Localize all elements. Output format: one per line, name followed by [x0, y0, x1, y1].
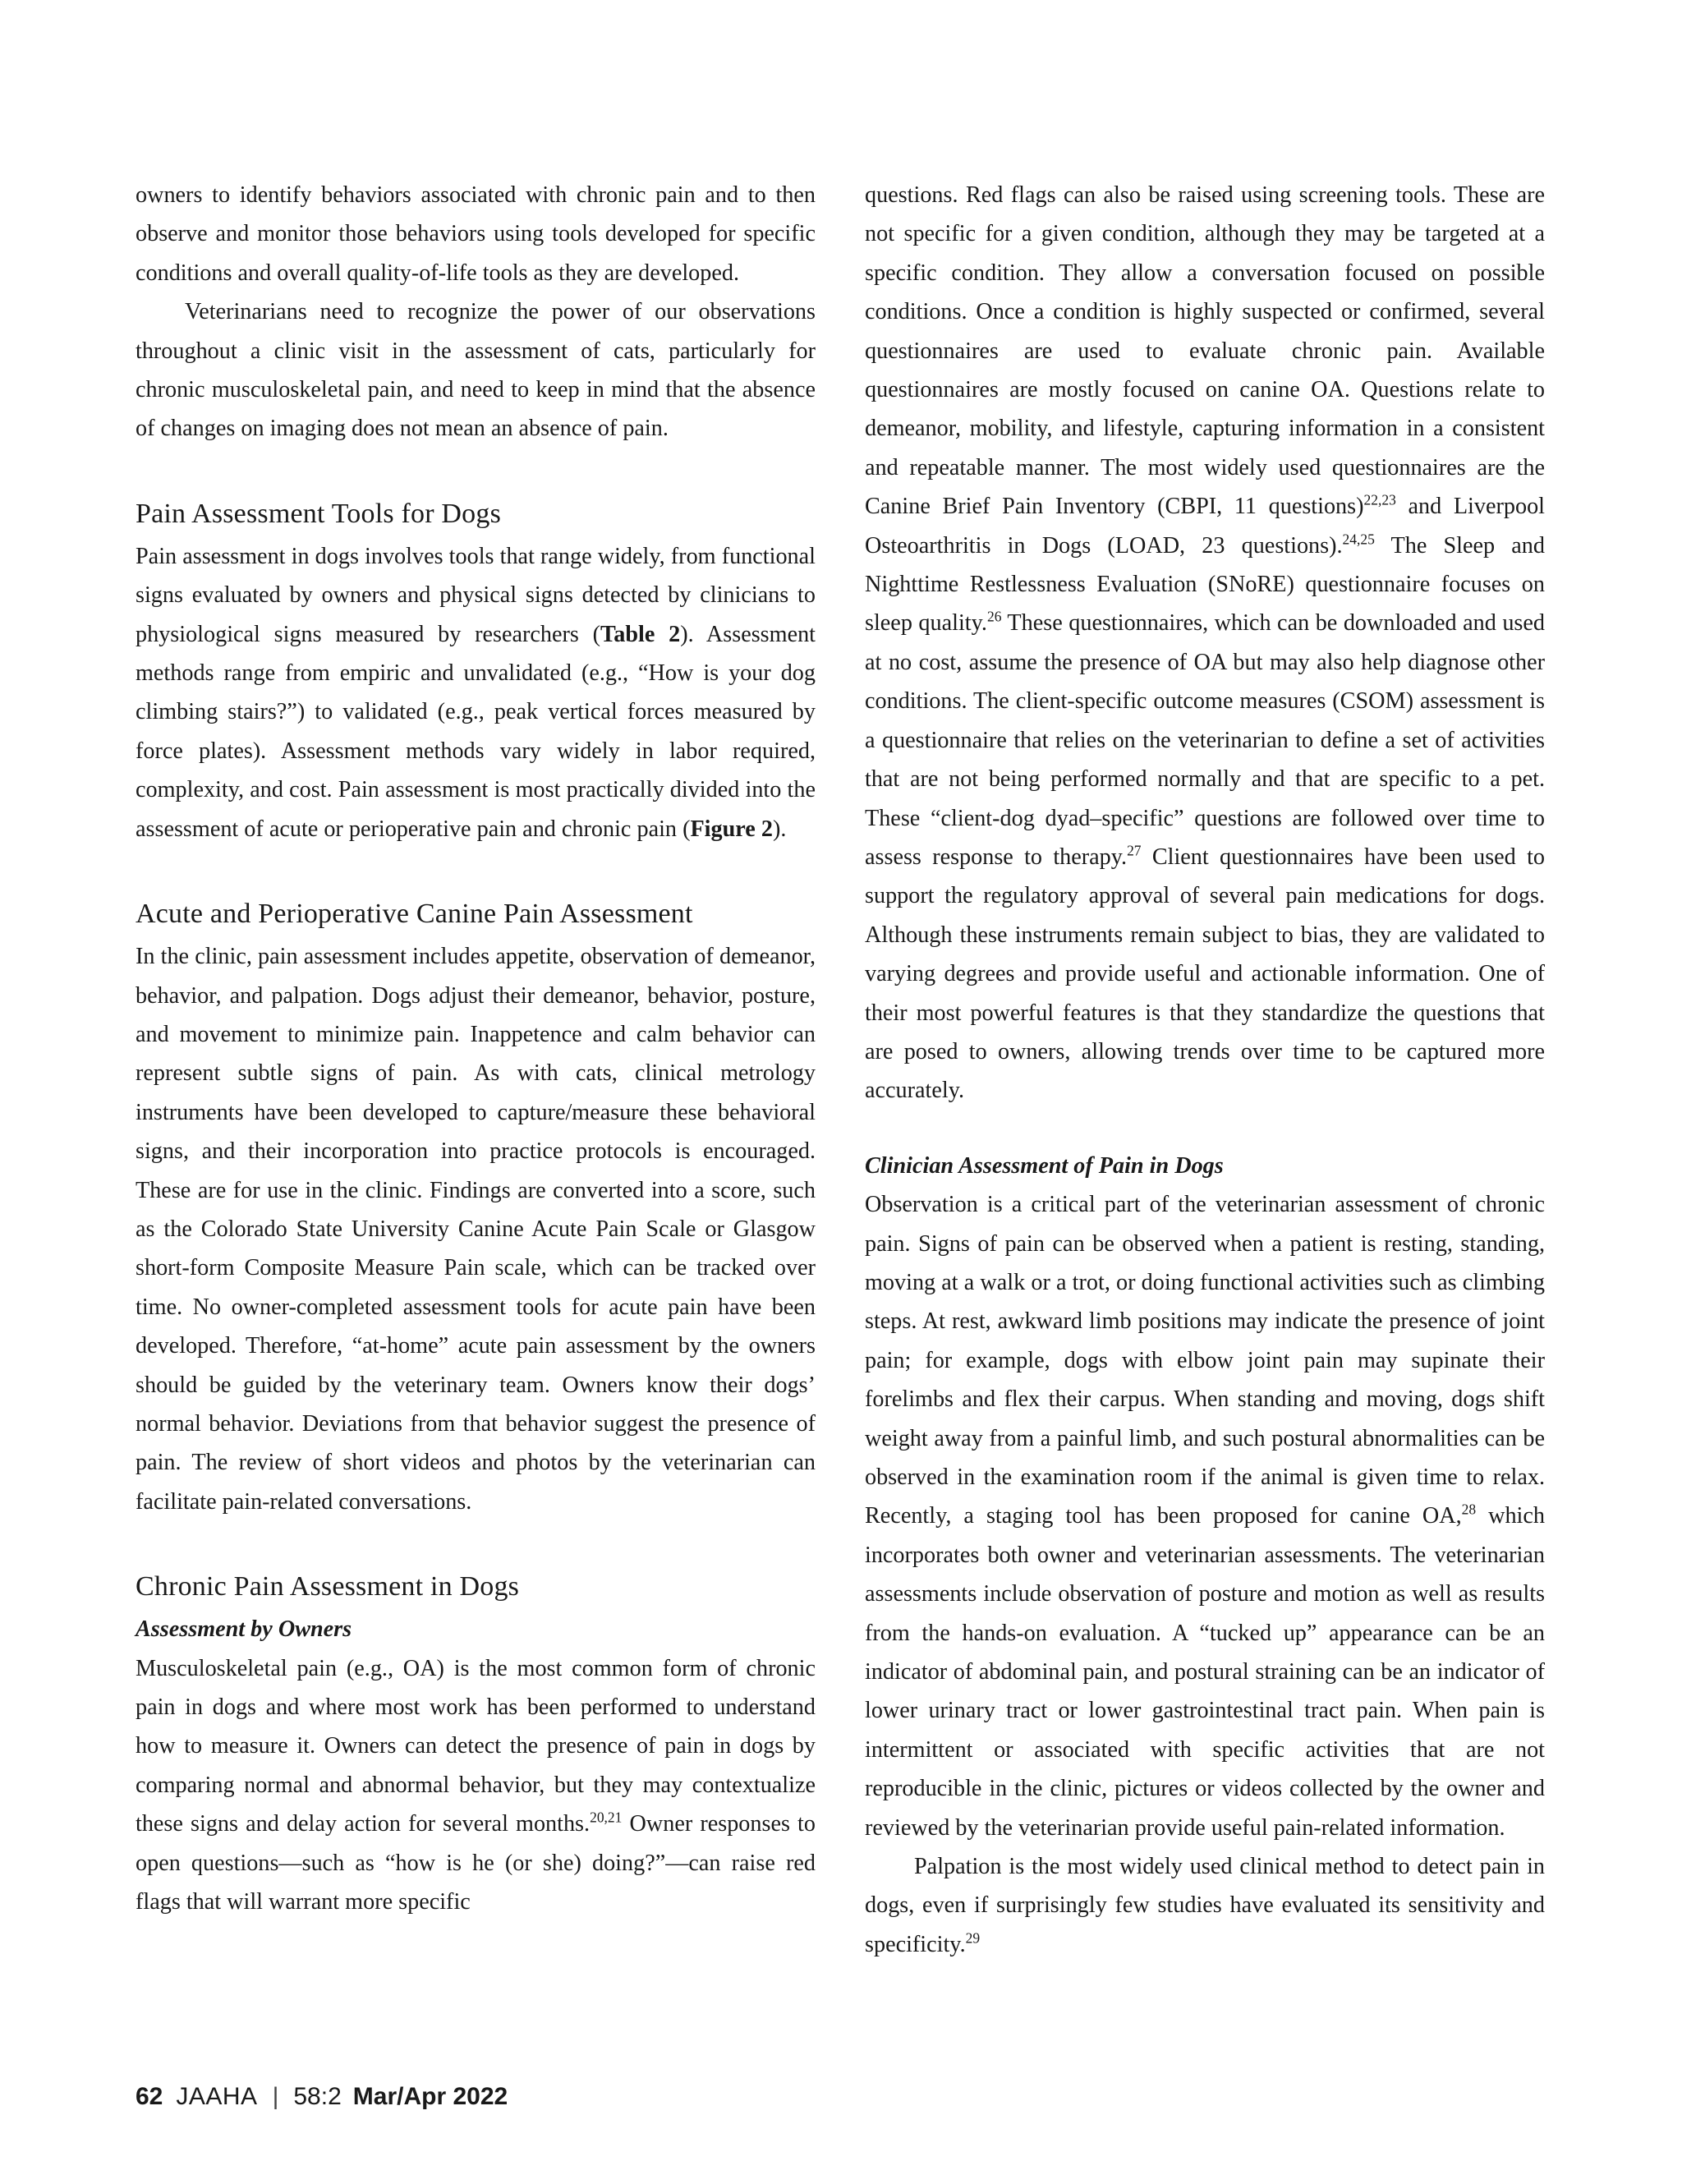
- subsection-heading-owners: Assessment by Owners: [136, 1616, 352, 1643]
- journal-name: JAAHA: [176, 2083, 258, 2110]
- paragraph: Musculoskeletal pain (e.g., OA) is the most common form of chronic pain in dogs and where most work has been performed to understand how to measure it. Owners can detect the presence of pain in dogs by comparing normal and abnormal behavior, but they may contextualize these signs and delay action for several months.$^{20,21}$ Owner responses to open questions—such as “how is he (or she) doing?”—can raise red flags that will warrant more specific: [136, 1655, 816, 1915]
- paragraph: questions. Red flags can also be raised using screening tools. These are not specific for a given condition, although they may be targeted at a specific condition. They allow a conversation focused on possible conditions. Once a condition is highly suspected or confirmed, several questionnaires are used to evaluate chronic pain. Available questionnaires are mostly focused on canine OA. Questions relate to demeanor, mobility, and lifestyle, capturing information in a consistent and repeatable manner. The most widely used questionnaires are the Canine Brief Pain Inventory (CBPI, 11 questions)$^{22,23}$ and Liverpool Osteoarthritis in Dogs (LOAD, 23 questions).$^{24,25}$ The Sleep and Nighttime Restlessness Evaluation (SNoRE) questionnaire focuses on sleep quality.$^{26}$ These questionnaires, which can be downloaded and used at no cost, assume the presence of OA but may also help diagnose other conditions. The client-specific outcome measures (CSOM) assessment is a questionnaire that relies on the veterinarian to define a set of activities that are not being performed normally and that are specific to a pet. These “client-dog dyad–specific” questions are followed over time to assess response to therapy.$^{27}$ Client questionnaires have been used to support the regulatory approval of several pain medications for dogs. Although these instruments remain subject to bias, they are validated to varying degrees and provide useful and actionable information. One of their most powerful features is that they standardize the questions that are posed to owners, allowing trends over time to be captured more accurately.: [865, 182, 1545, 1104]
- paragraph: Veterinarians need to recognize the power of our observations throughout a clinic visit in the assessment of cats, particularly for chronic musculoskeletal pain, and need to keep in mind that the absence of changes on imaging does not mean an absence of pain.: [136, 299, 816, 442]
- figure-reference: Figure 2: [690, 816, 773, 842]
- citation: 24,25: [1342, 531, 1375, 548]
- right-column: [865, 176, 1545, 1964]
- subsection-heading-clinician: Clinician Assessment of Pain in Dogs: [865, 1152, 1224, 1179]
- paragraph: In the clinic, pain assessment includes appetite, observation of demeanor, behavior, and palpation. Dogs adjust their demeanor, behavior, posture, and movement to minimize pain. Inappetence and calm behavior can represent subtle signs of pain. As with cats, clinical metrology instruments have been developed to capture/measure these behavioral signs, and their incorporation into practice protocols is encouraged. These are for use in the clinic. Findings are converted into a score, such as the Colorado State University Canine Acute Pain Scale or Glasgow short-form Composite Measure Pain scale, which can be tracked over time. No owner-completed assessment tools for acute pain have been developed. Therefore, “at-home” acute pain assessment by the owners should be guided by the veterinary team. Owners know their dogs’ normal behavior. Deviations from that behavior suggest the presence of pain. The review of short videos and photos by the veterinarian can facilitate pain-related conversations.: [136, 944, 816, 1515]
- paragraph: Observation is a critical part of the veterinarian assessment of chronic pain. Signs of pain can be observed when a patient is resting, standing, moving at a walk or a trot, or doing functional activities such as climbing steps. At rest, awkward limb positions may indicate the presence of joint pain; for example, dogs with elbow joint pain may supinate their forelimbs and flex their carpus. When standing and moving, dogs shift weight away from a painful limb, and such postural abnormalities can be observed in the examination room if the animal is given time to relax. Recently, a staging tool has been proposed for canine OA,$^{28}$ which incorporates both owner and veterinarian assessments. The veterinarian assessments include observation of posture and motion as well as results from the hands-on evaluation. A “tucked up” appearance can be an indicator of abdominal pain, and postural straining can be an indicator of lower urinary tract or lower gastrointestinal tract pain. When pain is intermittent or associated with specific activities that are not reproducible in the clinic, pictures or videos collected by the owner and reviewed by the veterinarian provide useful pain-related information.: [865, 1192, 1545, 1841]
- table-reference: Table 2: [600, 621, 681, 647]
- citation: 26: [986, 609, 1002, 626]
- citation: 20,21: [590, 1809, 623, 1826]
- citation: 28: [1461, 1501, 1477, 1519]
- citation: 27: [1127, 842, 1142, 859]
- page-number: 62: [136, 2083, 163, 2110]
- citation: 29: [965, 1929, 981, 1947]
- section-heading-tools: Pain Assessment Tools for Dogs: [136, 498, 502, 529]
- citation: 22,23: [1363, 491, 1396, 508]
- paragraph: Pain assessment in dogs involves tools that range widely, from functional signs evaluated by owners and physical signs detected by clinicians to physiological signs measured by researchers (Table 2). Assessment methods range from empiric and unvalidated (e.g., “How is your dog climbing stairs?”) to validated (e.g., peak vertical forces measured by force plates). Assessment methods vary widely in labor required, complexity, and cost. Pain assessment is most practically divided into the assessment of acute or perioperative pain and chronic pain (Figure 2).: [136, 543, 816, 842]
- section-heading-acute: Acute and Perioperative Canine Pain Assessment: [136, 899, 693, 930]
- issue-date: Mar/Apr 2022: [352, 2083, 508, 2110]
- footer-separator: |: [272, 2083, 279, 2110]
- left-column: [136, 176, 816, 1921]
- page-footer: [136, 2083, 508, 2111]
- section-heading-chronic: Chronic Pain Assessment in Dogs: [136, 1571, 520, 1602]
- volume-issue: 58:2: [293, 2083, 342, 2110]
- paragraph: owners to identify behaviors associated with chronic pain and to then observe and monitor those behaviors using tools developed for specific conditions and overall quality-of-life tools as they are developed.: [136, 182, 816, 286]
- paragraph: Palpation is the most widely used clinical method to detect pain in dogs, even if surprisingly few studies have evaluated its sensitivity and specificity.$^{29}$: [865, 1854, 1545, 1957]
